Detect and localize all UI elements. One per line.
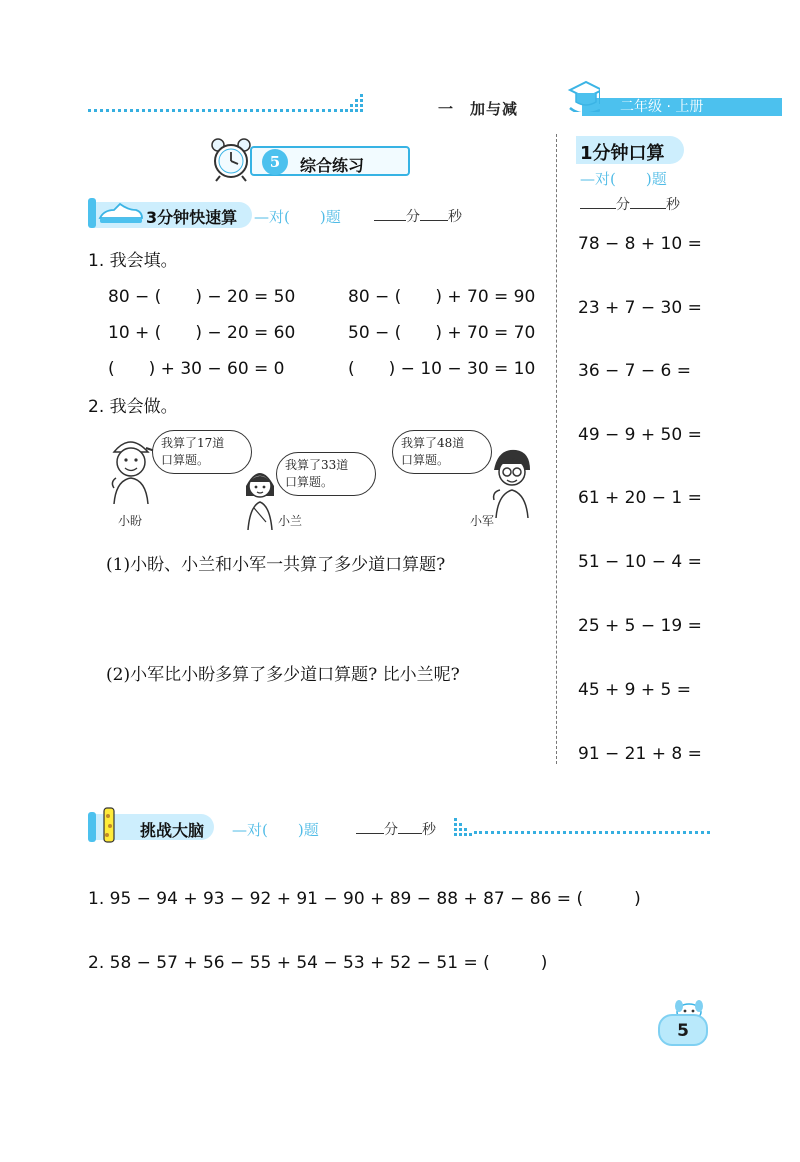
header-dotted-rule: [88, 108, 343, 112]
oral-item-8: 45 + 9 + 5 =: [578, 680, 692, 700]
minute-label: 分: [384, 822, 398, 838]
second-label: 秒: [448, 209, 462, 225]
graduation-cap-logo-icon: [566, 78, 600, 112]
girl-xiaolan-illustration: [240, 464, 280, 532]
bubble-xiaopan-line1: 我算了17道: [161, 436, 225, 450]
challenge-q1: 1. 95 − 94 + 93 − 92 + 91 − 90 + 89 − 88 + 87 − 86 = ( ): [88, 889, 641, 909]
page-number: 5: [677, 1021, 689, 1041]
q1-row1-right: 80 − ( ) + 70 = 90: [348, 287, 536, 307]
oral-item-3: 36 − 7 − 6 =: [578, 361, 692, 381]
oral-item-4: 49 − 9 + 50 =: [578, 425, 702, 445]
q2-sub2: (2)小军比小盼多算了多少道口算题? 比小兰呢?: [106, 665, 460, 685]
oral-item-2: 23 + 7 − 30 =: [578, 298, 702, 318]
grade-banner: [582, 98, 782, 116]
boy-xiaopan-illustration: [106, 432, 160, 506]
minute-label: 分: [406, 209, 420, 225]
page-number-badge: [658, 1014, 708, 1046]
challenge-time: [356, 819, 436, 839]
oral-item-9: 91 − 21 + 8 =: [578, 744, 702, 764]
one-minute-label: 1分钟口算: [580, 143, 665, 164]
q1-row3-left: ( ) + 30 − 60 = 0: [108, 359, 285, 379]
quick-calc-time: [374, 206, 462, 226]
q1-row3-right: ( ) − 10 − 30 = 10: [348, 359, 536, 379]
bubble-xiaolan-line2: 口算题。: [285, 475, 334, 489]
bubble-xiaolan-line1: 我算了33道: [285, 458, 349, 472]
quick-calc-correct: —对( )题: [254, 208, 341, 226]
oral-item-1: 78 − 8 + 10 =: [578, 234, 702, 254]
minute-label: 分: [616, 197, 630, 213]
q1-row2-left: 10 + ( ) − 20 = 60: [108, 323, 296, 343]
challenge-label: 挑战大脑: [140, 821, 205, 840]
challenge-stairs-decor: [454, 818, 474, 838]
giraffe-icon: [86, 806, 130, 846]
section-title-box: [250, 146, 410, 176]
second-label: 秒: [666, 197, 680, 213]
boy-xiaojun-illustration: [488, 446, 534, 520]
challenge-header: [86, 806, 716, 846]
bubble-xiaojun-line1: 我算了48道: [401, 436, 465, 450]
quick-calc-label: 3分钟快速算: [146, 208, 238, 227]
second-label: 秒: [422, 822, 436, 838]
one-minute-correct: —对( )题: [580, 170, 667, 188]
challenge-dotted-rule: [474, 830, 710, 834]
q1-row2-right: 50 − ( ) + 70 = 70: [348, 323, 536, 343]
column-divider: [556, 134, 557, 764]
name-xiaojun: 小军: [470, 514, 495, 528]
shoe-icon: [86, 196, 144, 230]
q1-title: 1. 我会填。: [88, 251, 178, 271]
chapter-title: 一 加与减: [438, 100, 519, 118]
oral-item-7: 25 + 5 − 19 =: [578, 616, 702, 636]
name-xiaolan: 小兰: [278, 514, 303, 528]
name-xiaopan: 小盼: [118, 514, 143, 528]
section-title: 综合练习: [300, 156, 365, 175]
oral-item-5: 61 + 20 − 1 =: [578, 488, 702, 508]
oral-item-6: 51 − 10 − 4 =: [578, 552, 702, 572]
alarm-clock-icon: [208, 136, 254, 182]
q2-sub1: (1)小盼、小兰和小军一共算了多少道口算题?: [106, 555, 446, 575]
bubble-xiaojun-line2: 口算题。: [401, 453, 450, 467]
bubble-xiaopan-line2: 口算题。: [161, 453, 210, 467]
q1-row1-left: 80 − ( ) − 20 = 50: [108, 287, 296, 307]
bubble-xiaopan: [152, 430, 252, 474]
section-number: 5: [262, 149, 288, 175]
challenge-correct: —对( )题: [232, 821, 319, 839]
challenge-q2: 2. 58 − 57 + 56 − 55 + 54 − 53 + 52 − 51 = ( ): [88, 953, 548, 973]
grade-label: 二年级 · 上册: [620, 99, 704, 115]
quick-calc-header: [86, 196, 506, 232]
bubble-xiaolan: [276, 452, 376, 496]
q2-title: 2. 我会做。: [88, 397, 178, 417]
one-minute-time: [580, 194, 680, 214]
header-stairs-decor: [340, 92, 366, 114]
bubble-xiaojun: [392, 430, 492, 474]
